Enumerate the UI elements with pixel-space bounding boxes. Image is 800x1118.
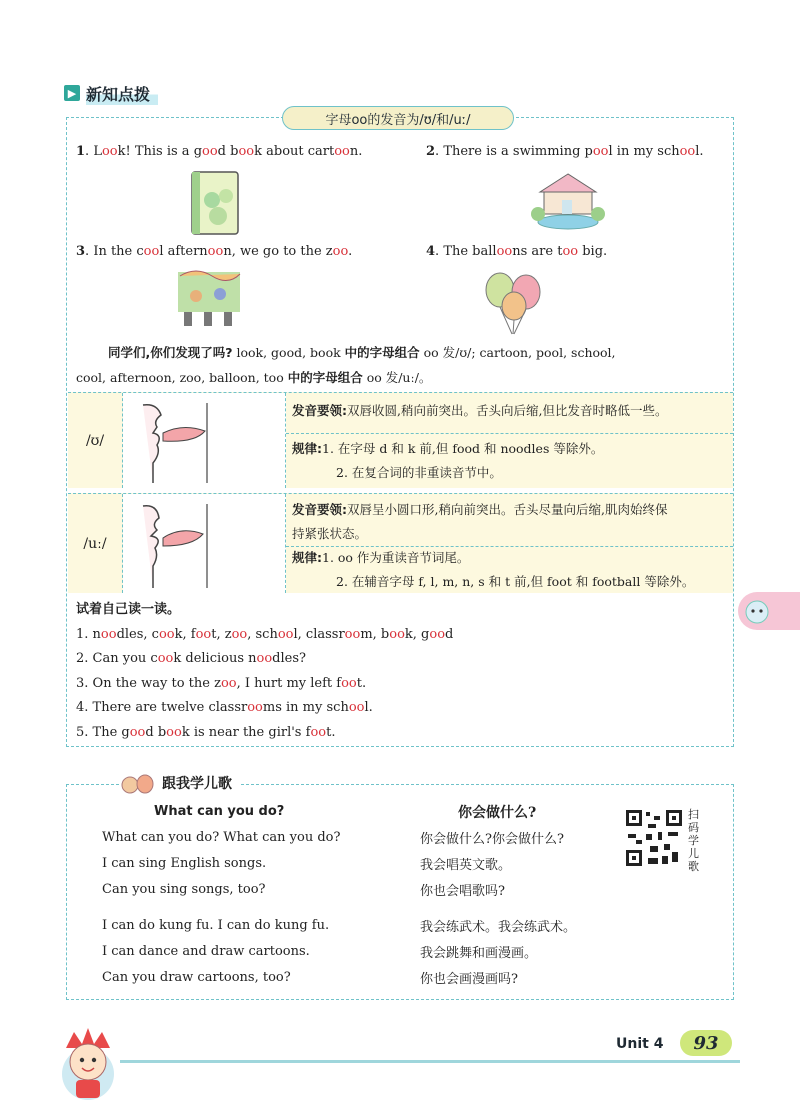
text-segment: k, f [174,626,196,642]
text-segment: . [348,244,353,259]
highlighted-letters: oo [100,626,117,642]
song-line-cn: 我会练武术。我会练武术。 [420,920,577,935]
song-line-cn: 你也会唱歌吗? [420,884,505,899]
text-segment: l, classr [293,626,345,642]
sentence-text [76,725,335,740]
book-illustration [190,170,242,236]
text-segment: In the c [93,244,144,259]
song-title-cn: 你会做什么? [458,805,537,821]
highlighted-letters: oo [220,675,237,691]
mouth-profile-icon [123,393,285,487]
school-pool-illustration [528,170,608,232]
song-title-en: What can you do? [154,804,285,819]
highlighted-letters: oo [562,244,579,259]
practice-line [76,721,453,746]
sentence-text [443,144,703,159]
text-segment: L [93,144,102,159]
highlighted-letters: oo [592,144,609,159]
highlighted-letters: oo [332,244,349,259]
side-tab [738,592,800,630]
phonetic-symbol: /ʊ/ [68,393,123,488]
highlighted-letters: oo [679,144,696,159]
articulation-tip: 发音要领:双唇呈小圆口形,稍向前突出。舌头尽量向后缩,肌肉始终保 持紧张状态。 [292,502,668,541]
example-4: 4. The balloons are too big. [426,244,608,259]
text-segment: d [445,626,454,642]
text-segment: 4. There are twelve classr [76,700,248,715]
text-segment: 5. The g [76,724,130,740]
song-line-en: Can you sing songs, too? [102,882,266,897]
section-title: 新知点拨 [86,82,158,105]
sentence-text [76,651,306,666]
text-segment: dles, c [116,626,159,642]
song-section-title: 跟我学儿歌 [162,776,232,792]
song-line-en: I can do kung fu. I can do kung fu. [102,918,330,933]
balloons-illustration [482,270,546,336]
chevron-right-icon: ▶ [64,85,80,101]
highlighted-letters: oo [334,144,350,159]
song-header [120,772,240,794]
text-segment: k! This is a g [117,144,203,159]
highlighted-letters: oo [143,244,160,259]
text-segment: 2. Can you c [76,651,158,666]
text-segment: k, g [404,626,430,642]
highlighted-letters: oo [389,626,405,642]
highlighted-letters: oo [310,724,327,740]
text-segment: t. [326,724,336,740]
text-segment: There is a swimming p [443,144,593,159]
sentence-text [76,676,366,691]
text-segment: ms in my sch [262,700,349,715]
text-segment: t, z [211,626,232,642]
song-line-cn: 你会做什么?你会做什么? [420,832,564,847]
qr-code-icon[interactable] [624,808,684,868]
text-segment: k about cart [254,144,335,159]
text-segment: t. [356,675,367,691]
highlighted-letters: oo [166,724,182,740]
rule-text: 规律:1. oo 作为重读音节词尾。 2. 在辅音字母 f, l, m, n, s 和 t 前,但 foot 和 football 等除外。 [292,550,695,589]
articulation-tip: 发音要领:双唇收圆,稍向前突出。舌头向后缩,但比发音时略低一些。 [292,403,668,418]
song-line-en: I can sing English songs. [102,856,267,871]
song-line-en: I can dance and draw cartoons. [102,944,310,959]
discover-paragraph: 同学们,你们发现了吗? look, good, book 中的字母组合 oo 发/ʊ/; cartoon, pool, school, cool, afternoon, zoo, balloon, too 中的字母组合 oo 发/uː/。 [76,345,616,385]
text-segment: l. [695,144,704,159]
song-line-en: Can you draw cartoons, too? [102,970,291,985]
mouth-diagram [123,393,286,488]
text-segment: , sch [247,626,278,642]
pill-title: 字母oo的发音为/ʊ/和/uː/ [282,106,514,130]
song-line-en: What can you do? What can you do? [102,830,341,845]
qr-label: 扫码学儿歌 [688,808,699,873]
text-segment: m, b [360,626,390,642]
unit-label: Unit 4 [616,1036,664,1052]
text-segment: k delicious n [173,651,257,666]
example-1: 1. Look! This is a good book about cartoon. [76,144,363,159]
highlighted-letters: oo [202,144,218,159]
practice-title: 试着自己读一读。 [76,602,181,617]
text-segment: d b [145,724,167,740]
highlighted-letters: oo [157,651,174,666]
highlighted-letters: oo [247,700,263,715]
zoo-illustration [176,266,242,330]
phonetic-block-u-short [68,392,733,488]
phonetic-symbol: /uː/ [68,494,123,593]
mouth-profile-icon [123,494,285,592]
sentence-text [443,244,607,259]
highlighted-letters: oo [344,626,361,642]
text-segment: l aftern [159,244,208,259]
footer-rule [120,1060,740,1063]
phonetic-block-u-long [68,493,733,593]
song-line-cn: 我会跳舞和画漫画。 [420,946,538,961]
mascot-illustration [48,1018,128,1104]
highlighted-letters: oo [207,244,224,259]
highlighted-letters: oo [429,626,446,642]
highlighted-letters: oo [341,675,357,691]
divider [286,433,733,434]
text-segment: The ball [443,244,497,259]
highlighted-letters: oo [101,144,118,159]
highlighted-letters: oo [158,626,175,642]
highlighted-letters: oo [348,700,365,715]
practice-line [76,672,453,697]
sentence-text [93,244,352,259]
text-segment: k is near the girl's f [181,724,311,740]
text-segment: dles? [272,651,306,666]
practice-line [76,696,453,721]
text-segment: big. [578,244,608,259]
practice-line [76,647,453,672]
song-line-cn: 我会唱英文歌。 [420,858,512,873]
mascot-face-icon [742,596,772,626]
mascot-icon [120,772,156,794]
sentence-text [93,144,362,159]
text-segment: , I hurt my left f [236,675,342,691]
sentence-text [76,627,453,642]
text-segment: n. [349,144,363,159]
page-number: 93 [680,1030,732,1056]
text-segment: n, we go to the z [223,244,333,259]
highlighted-letters: oo [129,724,146,740]
highlighted-letters: oo [256,651,273,666]
text-segment: l. [364,700,373,715]
sentence-text [76,700,373,715]
example-3: 3. In the cool afternoon, we go to the zoo. [76,244,353,259]
text-segment: d b [217,144,239,159]
highlighted-letters: oo [238,144,255,159]
highlighted-letters: oo [231,626,248,642]
mouth-diagram [123,494,286,593]
song-line-cn: 你也会画漫画吗? [420,972,518,987]
text-segment: l in my sch [608,144,680,159]
text-segment: 1. n [76,626,101,642]
example-2: 2. There is a swimming pool in my school. [426,144,704,159]
highlighted-letters: oo [277,626,294,642]
highlighted-letters: oo [496,244,513,259]
rule-text: 规律:1. 在字母 d 和 k 前,但 food 和 noodles 等除外。 2. 在复合词的非重读音节中。 [292,441,604,480]
text-segment: 3. On the way to the z [76,675,221,691]
text-segment: ns are t [512,244,563,259]
practice-section [76,598,453,745]
section-header [64,82,158,104]
practice-line [76,623,453,648]
highlighted-letters: oo [195,626,212,642]
